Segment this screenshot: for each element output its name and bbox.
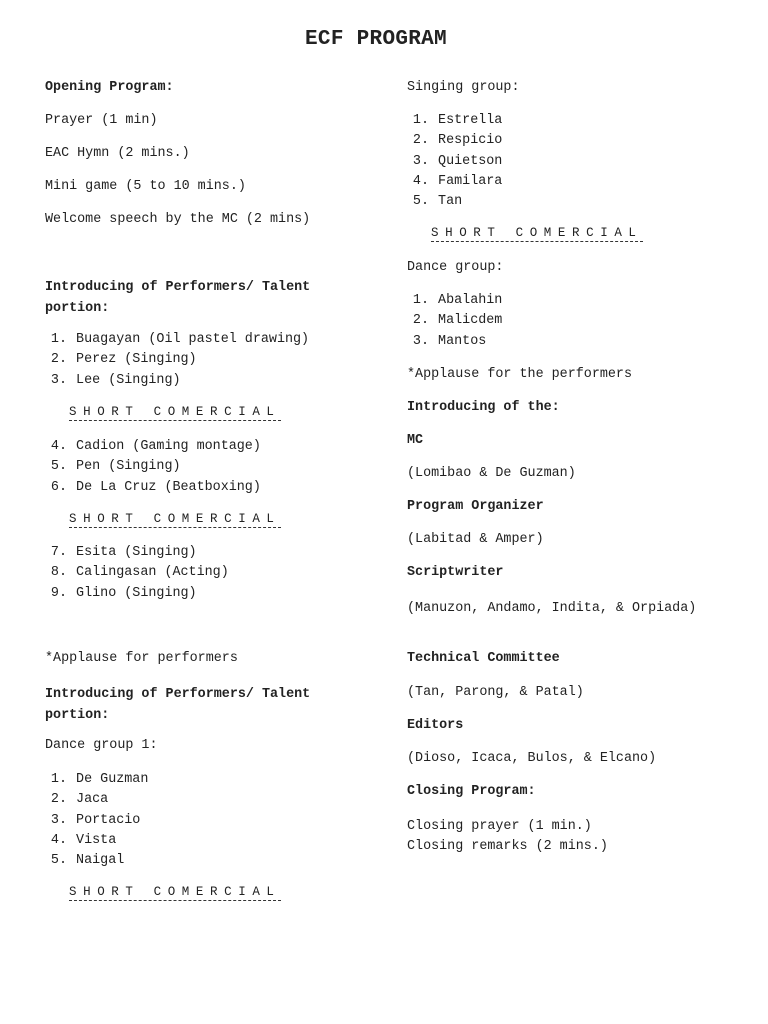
short-commercial-divider: SHORT COMERCIAL	[69, 405, 281, 419]
list-item: 2. Jaca	[50, 792, 109, 808]
opening-item: Prayer (1 min)	[45, 113, 158, 128]
organizer-names: (Labitad & Amper)	[407, 532, 544, 547]
dance-group-list	[407, 291, 502, 352]
closing-items	[407, 817, 608, 857]
editors-heading: Editors	[407, 718, 464, 733]
talent-portion-heading-2: Introducing of Performers/ Talent portion:	[45, 687, 311, 723]
technical-committee-heading: Technical Committee	[407, 651, 560, 666]
list-item: 5. Naigal	[50, 853, 125, 869]
applause-note: *Applause for the performers	[407, 367, 632, 382]
talent-portion-heading: Introducing of Performers/ Talent portion:	[45, 280, 311, 316]
applause-note: *Applause for performers	[45, 651, 238, 666]
dance-group-1-label: Dance group 1:	[45, 738, 158, 753]
dance-group-label: Dance group:	[407, 260, 504, 275]
list-item: 2. Perez (Singing)	[50, 352, 197, 368]
page-title: ECF PROGRAM	[305, 28, 447, 51]
list-item: 4. Cadion (Gaming montage)	[50, 439, 261, 454]
short-commercial-divider: SHORT COMERCIAL	[69, 885, 281, 899]
dance-group-1-list	[45, 770, 148, 871]
singing-group-label: Singing group:	[407, 80, 520, 95]
singing-group-list	[407, 111, 502, 212]
short-commercial-divider: SHORT COMERCIAL	[69, 512, 281, 526]
list-item: 1. Buagayan (Oil pastel drawing)	[50, 332, 310, 347]
scriptwriter-names: (Manuzon, Andamo, Indita, & Orpiada)	[407, 601, 697, 616]
list-item: 1. De Guzman	[50, 772, 149, 787]
closing-item: Closing prayer (1 min.)	[407, 819, 592, 834]
performer-list-b	[45, 437, 261, 498]
opening-program-heading: Opening Program:	[45, 80, 174, 95]
introducing-heading: Introducing of the:	[407, 400, 560, 415]
list-item: 1. Abalahin	[412, 293, 503, 308]
mc-heading: MC	[407, 433, 424, 448]
technical-committee-names: (Tan, Parong, & Patal)	[407, 685, 584, 700]
list-item: 2. Respicio	[412, 133, 503, 149]
list-item: 2. Malicdem	[412, 313, 503, 329]
list-item: 6. De La Cruz (Beatboxing)	[50, 479, 261, 495]
list-item: 3. Lee (Singing)	[50, 372, 181, 388]
short-commercial-divider: SHORT COMERCIAL	[431, 226, 643, 240]
performer-list-a	[45, 330, 309, 391]
list-item: 1. Estrella	[412, 113, 503, 128]
closing-program-heading: Closing Program:	[407, 784, 536, 799]
list-item: 9. Glino (Singing)	[50, 585, 197, 601]
list-item: 5. Pen (Singing)	[50, 459, 181, 475]
scriptwriter-heading: Scriptwriter	[407, 565, 504, 580]
organizer-heading: Program Organizer	[407, 499, 544, 514]
list-item: 4. Vista	[50, 832, 117, 848]
closing-item: Closing remarks (2 mins.)	[407, 839, 608, 854]
opening-item: Welcome speech by the MC (2 mins)	[45, 212, 311, 227]
list-item: 8. Calingasan (Acting)	[50, 565, 229, 581]
list-item: 4. Familara	[412, 173, 503, 189]
list-item: 5. Tan	[412, 194, 463, 210]
mc-names: (Lomibao & De Guzman)	[407, 466, 576, 481]
list-item: 3. Quietson	[412, 153, 503, 169]
opening-item: Mini game (5 to 10 mins.)	[45, 179, 246, 194]
list-item: 7. Esita (Singing)	[50, 545, 197, 560]
list-item: 3. Mantos	[412, 333, 487, 349]
list-item: 3. Portacio	[50, 812, 141, 828]
editors-names: (Dioso, Icaca, Bulos, & Elcano)	[407, 751, 657, 766]
opening-item: EAC Hymn (2 mins.)	[45, 146, 190, 161]
performer-list-c	[45, 543, 229, 604]
